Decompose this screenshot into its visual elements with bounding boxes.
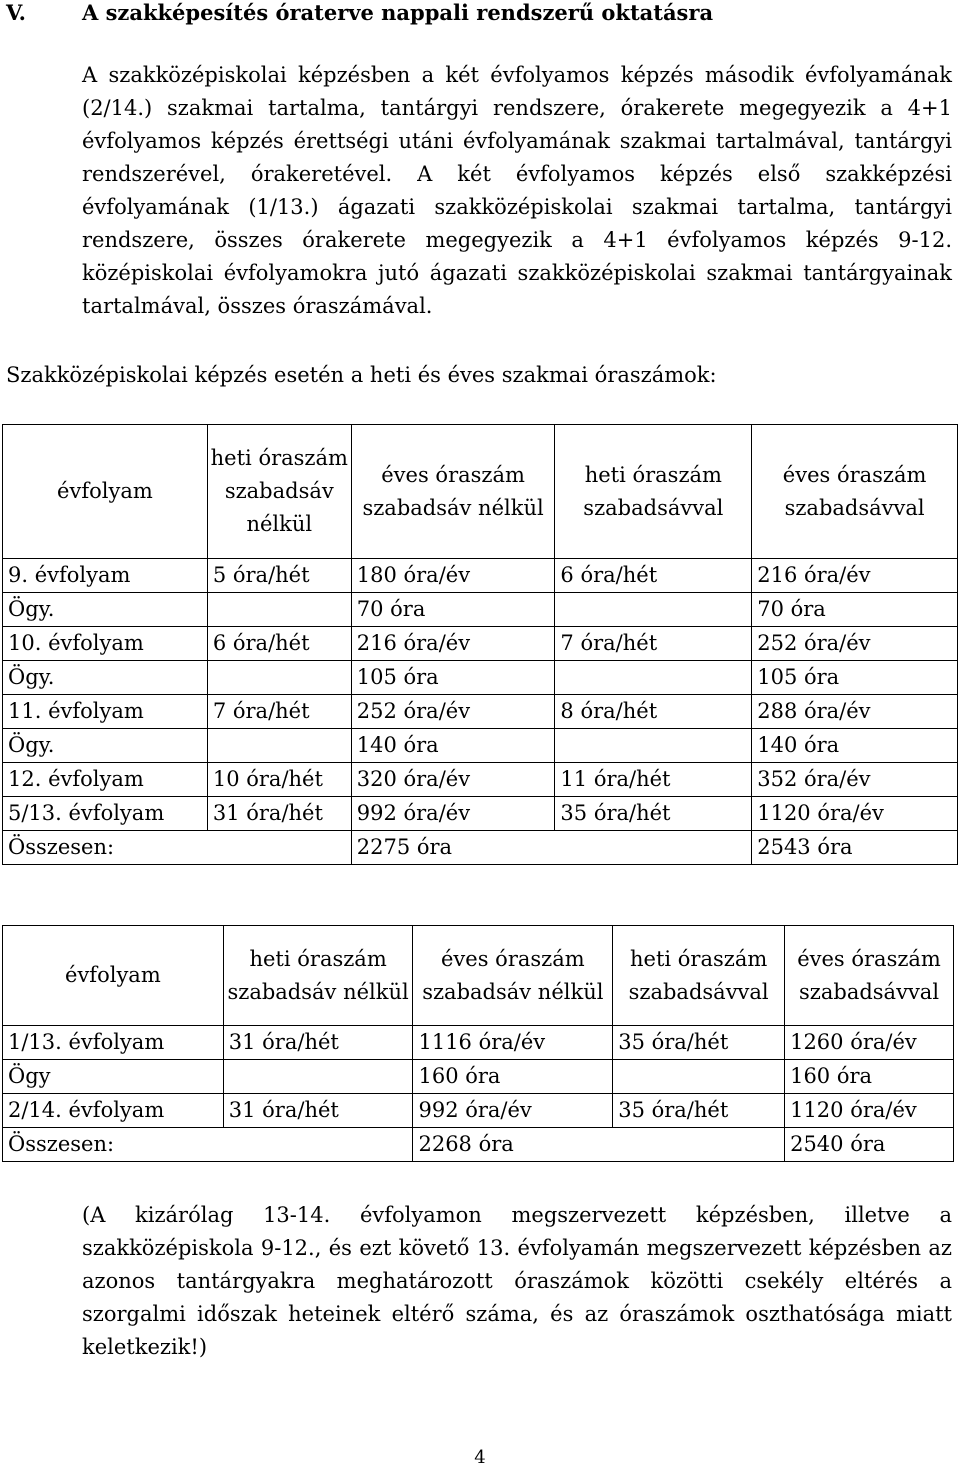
table-row: [3, 1094, 954, 1128]
total-yearly-with: 2543 óra: [752, 831, 958, 865]
cell-weekly-with: 35 óra/hét: [613, 1094, 785, 1128]
header-weekly-with: heti óraszám szabadsávval: [613, 926, 785, 1026]
cell-yearly-with: 352 óra/év: [752, 763, 958, 797]
cell-weekly-without: 6 óra/hét: [207, 627, 351, 661]
cell-yearly-with: 140 óra: [752, 729, 958, 763]
cell-yearly-without: 992 óra/év: [413, 1094, 613, 1128]
total-yearly-with: 2540 óra: [785, 1128, 954, 1162]
table-row: [3, 797, 958, 831]
cell-yearly-with: 1120 óra/év: [785, 1094, 954, 1128]
cell-yearly-without: 160 óra: [413, 1060, 613, 1094]
cell-yearly-without: 320 óra/év: [351, 763, 555, 797]
cell-weekly-with: [555, 593, 752, 627]
table-total-row: [3, 831, 958, 865]
cell-weekly-without: 5 óra/hét: [207, 559, 351, 593]
section-title: A szakképesítés óraterve nappali rendszerű oktatásra: [82, 0, 714, 25]
cell-weekly-without: 10 óra/hét: [207, 763, 351, 797]
cell-yearly-without: 180 óra/év: [351, 559, 555, 593]
cell-grade: 10. évfolyam: [3, 627, 208, 661]
cell-yearly-without: 140 óra: [351, 729, 555, 763]
total-label: Összesen:: [3, 831, 352, 865]
cell-yearly-without: 252 óra/év: [351, 695, 555, 729]
total-yearly-without: 2275 óra: [351, 831, 751, 865]
table-row: [3, 627, 958, 661]
cell-weekly-with: 6 óra/hét: [555, 559, 752, 593]
table-row: [3, 729, 958, 763]
header-weekly-without: heti óraszám szabadsáv nélkül: [207, 425, 351, 559]
cell-yearly-without: 105 óra: [351, 661, 555, 695]
cell-weekly-with: [555, 729, 752, 763]
table-row: [3, 559, 958, 593]
cell-grade: Ögy.: [3, 593, 208, 627]
cell-yearly-with: 1120 óra/év: [752, 797, 958, 831]
cell-yearly-without: 216 óra/év: [351, 627, 555, 661]
cell-yearly-without: 1116 óra/év: [413, 1026, 613, 1060]
cell-weekly-without: 31 óra/hét: [207, 797, 351, 831]
table-row: [3, 1060, 954, 1094]
cell-weekly-without: [207, 593, 351, 627]
intro-paragraph: A szakközépiskolai képzésben a két évfolyamos képzés második évfolyamának (2/14.) szakmai tartalma, tantárgyi rendszere, órakerete megegyezik a 4+1 évfolyamos képzés érettségi utáni évfolyamának szakmai tartalmával, tantárgyi rendszerével, órakeretével. A két évfolyamos képzés első szakképzési évfolyamának (1/13.) ágazati szakközépiskolai szakmai tartalma, tantárgyi rendszere, összes órakerete megegyezik a 4+1 évfolyamos képzés 9-12. középiskolai évfolyamokra jutó ágazati szakközépiskolai szakmai tantárgyainak tartalmával, összes óraszámával.: [82, 63, 952, 318]
cell-yearly-with: 160 óra: [785, 1060, 954, 1094]
total-label: Összesen:: [3, 1128, 413, 1162]
table-total-row: [3, 1128, 954, 1162]
hours-table-4plus1: [2, 424, 958, 865]
cell-weekly-with: 7 óra/hét: [555, 627, 752, 661]
table-header-row: [3, 425, 958, 559]
table-intro-text: Szakközépiskolai képzés esetén a heti és éves szakmai óraszámok:: [6, 363, 717, 387]
cell-weekly-with: [555, 661, 752, 695]
cell-grade: 5/13. évfolyam: [3, 797, 208, 831]
cell-yearly-with: 252 óra/év: [752, 627, 958, 661]
cell-yearly-with: 105 óra: [752, 661, 958, 695]
cell-grade: Ögy.: [3, 661, 208, 695]
cell-weekly-with: 35 óra/hét: [613, 1026, 785, 1060]
table-row: [3, 593, 958, 627]
total-yearly-without: 2268 óra: [413, 1128, 785, 1162]
cell-yearly-with: 70 óra: [752, 593, 958, 627]
cell-grade: Ögy: [3, 1060, 224, 1094]
header-weekly-without: heti óraszám szabadsáv nélkül: [223, 926, 413, 1026]
footnote-paragraph: (A kizárólag 13-14. évfolyamon megszervezett képzésben, illetve a szakközépiskola 9-12., és ezt követő 13. évfolyamán megszervezett képzésben az azonos tantárgyakra meghatározott óraszámok közötti csekély eltérés a szorgalmi időszak heteinek eltérő száma, és az óraszámok oszthatósága miatt keletkezik!): [82, 1203, 952, 1359]
section-number: V.: [6, 0, 26, 25]
cell-yearly-with: 288 óra/év: [752, 695, 958, 729]
hours-table-2year: [2, 925, 954, 1162]
cell-weekly-without: [207, 661, 351, 695]
cell-grade: 12. évfolyam: [3, 763, 208, 797]
table-row: [3, 763, 958, 797]
cell-weekly-without: [223, 1060, 413, 1094]
cell-weekly-without: [207, 729, 351, 763]
cell-weekly-with: 35 óra/hét: [555, 797, 752, 831]
cell-yearly-with: 1260 óra/év: [785, 1026, 954, 1060]
cell-grade: Ögy.: [3, 729, 208, 763]
cell-grade: 9. évfolyam: [3, 559, 208, 593]
cell-yearly-without: 70 óra: [351, 593, 555, 627]
cell-weekly-with: [613, 1060, 785, 1094]
header-grade: évfolyam: [3, 926, 224, 1026]
header-yearly-with: éves óraszám szabadsávval: [752, 425, 958, 559]
table-header-row: [3, 926, 954, 1026]
cell-weekly-with: 11 óra/hét: [555, 763, 752, 797]
section-heading: [6, 0, 713, 26]
cell-grade: 11. évfolyam: [3, 695, 208, 729]
cell-weekly-without: 31 óra/hét: [223, 1026, 413, 1060]
header-yearly-without: éves óraszám szabadsáv nélkül: [351, 425, 555, 559]
header-yearly-with: éves óraszám szabadsávval: [785, 926, 954, 1026]
header-weekly-with: heti óraszám szabadsávval: [555, 425, 752, 559]
header-yearly-without: éves óraszám szabadsáv nélkül: [413, 926, 613, 1026]
cell-grade: 2/14. évfolyam: [3, 1094, 224, 1128]
header-grade: évfolyam: [3, 425, 208, 559]
cell-yearly-without: 992 óra/év: [351, 797, 555, 831]
page-number: 4: [474, 1447, 486, 1468]
cell-weekly-with: 8 óra/hét: [555, 695, 752, 729]
cell-yearly-with: 216 óra/év: [752, 559, 958, 593]
table-row: [3, 1026, 954, 1060]
table-row: [3, 661, 958, 695]
cell-grade: 1/13. évfolyam: [3, 1026, 224, 1060]
cell-weekly-without: 7 óra/hét: [207, 695, 351, 729]
table-row: [3, 695, 958, 729]
cell-weekly-without: 31 óra/hét: [223, 1094, 413, 1128]
